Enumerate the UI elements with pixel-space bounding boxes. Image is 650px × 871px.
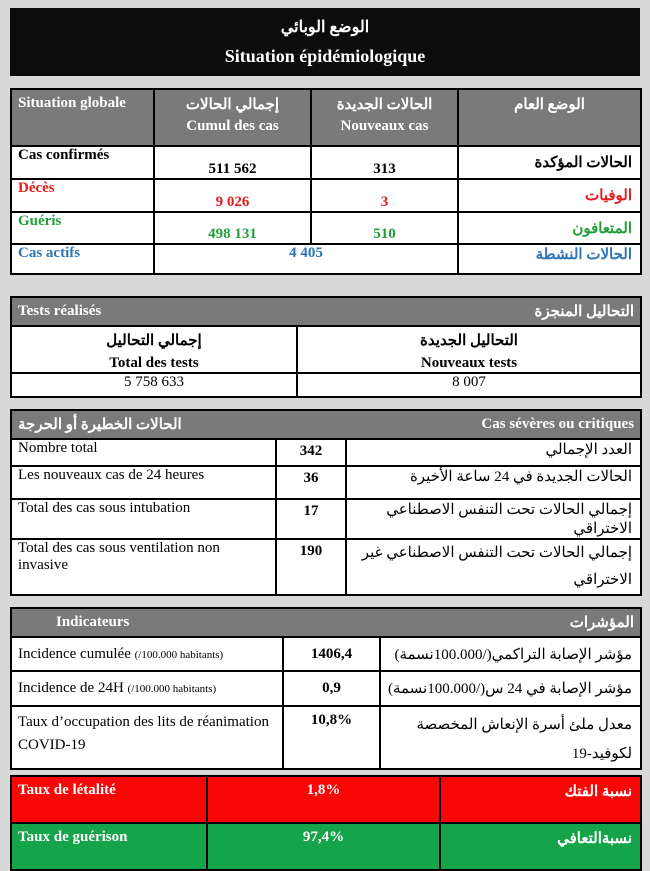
deaths-label-fr: Décès <box>11 179 154 212</box>
severe-intubation-label-ar: إجمالي الحالات تحت التنفس الاصطناعي الاختراقي <box>346 499 641 539</box>
severe-intubation-label-fr: Total des cas sous intubation <box>11 499 276 539</box>
tests-bar-french: Tests réalisés <box>18 303 102 319</box>
tests-bar-arabic: التحاليل المنجزة <box>534 304 634 320</box>
severe-ventilation-label-ar: إجمالي الحالات تحت التنفس الاصطناعي غير الاختراقي <box>346 539 641 595</box>
new-cases-header-french: Nouveaux cas <box>340 118 429 134</box>
deaths-cumul-value: 9 026 <box>154 179 311 212</box>
lethality-label-ar: نسبة الفتك <box>440 776 641 823</box>
indicators-bar-french: Indicateurs <box>56 614 130 630</box>
severe-total-label-ar: العدد الإجمالي <box>346 439 641 466</box>
confirmed-cases-row <box>11 146 641 179</box>
incidence-24h-row <box>11 671 641 706</box>
tests-header-row <box>11 326 641 373</box>
total-tests-header-arabic: إجمالي التحاليل <box>106 333 202 349</box>
active-cases-row <box>11 244 641 274</box>
indicators-bar-arabic: المؤشرات <box>569 615 635 631</box>
cumul-column-header <box>154 89 311 146</box>
icu-occupancy-label-ar: معدل ملئ أسرة الإنعاش المخصصة لكوفيد-19 <box>380 706 641 769</box>
confirmed-label-fr: Cas confirmés <box>11 146 154 179</box>
indicators-table <box>10 607 642 770</box>
confirmed-label-ar: الحالات المؤكدة <box>458 146 641 179</box>
severe-bar-arabic: الحالات الخطيرة أو الحرجة <box>18 417 182 433</box>
indicators-section-bar <box>11 608 641 637</box>
cumul-header-french: Cumul des cas <box>186 118 279 134</box>
severe-intubation-value: 17 <box>276 499 346 539</box>
severe-total-row <box>11 439 641 466</box>
lethality-rate-row <box>11 776 641 823</box>
cumulative-incidence-value: 1406,4 <box>283 637 380 671</box>
new-tests-value: 8 007 <box>297 373 641 397</box>
severe-bar-french: Cas sévères ou critiques <box>481 416 635 432</box>
severe-total-value: 342 <box>276 439 346 466</box>
active-label-ar: الحالات النشطة <box>458 244 641 274</box>
severe-new24h-value: 36 <box>276 466 346 499</box>
lethality-value: 1,8% <box>207 776 440 823</box>
recovery-value: 97,4% <box>207 823 440 870</box>
new-tests-header-arabic: التحاليل الجديدة <box>420 333 518 349</box>
report-title-french: Situation épidémiologique <box>224 46 426 66</box>
icu-occupancy-value: 10,8% <box>283 706 380 769</box>
severe-total-label-fr: Nombre total <box>11 439 276 466</box>
deaths-label-ar: الوفيات <box>458 179 641 212</box>
cumulative-incidence-label-fr: Incidence cumulée (/100.000 habitants) <box>11 637 283 671</box>
severe-cases-table <box>10 409 642 596</box>
new-tests-header-french: Nouveaux tests <box>420 355 518 371</box>
total-tests-value: 5 758 633 <box>11 373 297 397</box>
cumulative-incidence-note: (/100.000 habitants) <box>134 648 224 661</box>
severe-ventilation-row <box>11 539 641 595</box>
total-tests-header <box>11 326 297 373</box>
global-table-title: Situation globale <box>11 89 154 146</box>
recovered-cumul-value: 498 131 <box>154 212 311 244</box>
total-tests-header-french: Total des tests <box>109 355 199 371</box>
recovered-label-ar: المتعافون <box>458 212 641 244</box>
tests-values-row <box>11 373 641 397</box>
cumul-header-arabic: إجمالي الحالات <box>185 97 280 113</box>
severe-new24h-row <box>11 466 641 499</box>
tests-table <box>10 296 642 398</box>
global-header-row <box>11 89 641 146</box>
tests-section-bar <box>11 297 641 326</box>
cumulative-incidence-label-ar: مؤشر الإصابة التراكمي(/100.000نسمة) <box>380 637 641 671</box>
incidence-24h-label-ar: مؤشر الإصابة في 24 س(/100.000نسمة) <box>380 671 641 706</box>
active-label-fr: Cas actifs <box>11 244 154 274</box>
recovered-new-value: 510 <box>311 212 458 244</box>
icu-occupancy-label-fr: Taux d’occupation des lits de réanimation COVID-19 <box>11 706 283 769</box>
icu-occupancy-row <box>11 706 641 769</box>
severe-ventilation-label-fr: Total des cas sous ventilation non invasive <box>11 539 276 595</box>
new-tests-header <box>297 326 641 373</box>
cumulative-incidence-row <box>11 637 641 671</box>
global-situation-table <box>10 88 642 275</box>
deaths-row <box>11 179 641 212</box>
recovery-rate-row <box>11 823 641 870</box>
new-cases-column-header <box>311 89 458 146</box>
active-total-value: 4 405 <box>154 244 458 274</box>
severe-new24h-label-ar: الحالات الجديدة في 24 ساعة الأخيرة <box>346 466 641 499</box>
deaths-new-value: 3 <box>311 179 458 212</box>
report-title-arabic: الوضع الوبائي <box>280 19 370 36</box>
recovery-label-fr: Taux de guérison <box>11 823 207 870</box>
incidence-24h-label-fr: Incidence de 24H (/100.000 habitants) <box>11 671 283 706</box>
new-cases-header-arabic: الحالات الجديدة <box>336 97 433 113</box>
status-column-header: الوضع العام <box>458 89 641 146</box>
confirmed-new-value: 313 <box>311 146 458 179</box>
confirmed-cumul-value: 511 562 <box>154 146 311 179</box>
severe-ventilation-value: 190 <box>276 539 346 595</box>
rates-table <box>10 775 642 871</box>
recovered-label-fr: Guéris <box>11 212 154 244</box>
incidence-24h-note: (/100.000 habitants) <box>127 683 217 695</box>
recovery-label-ar: نسبةالتعافي <box>440 823 641 870</box>
severe-intubation-row <box>11 499 641 539</box>
incidence-24h-value: 0,9 <box>283 671 380 706</box>
report-title-bar <box>10 8 640 76</box>
lethality-label-fr: Taux de létalité <box>11 776 207 823</box>
recovered-row <box>11 212 641 244</box>
severe-section-bar <box>11 410 641 439</box>
severe-new24h-label-fr: Les nouveaux cas de 24 heures <box>11 466 276 499</box>
